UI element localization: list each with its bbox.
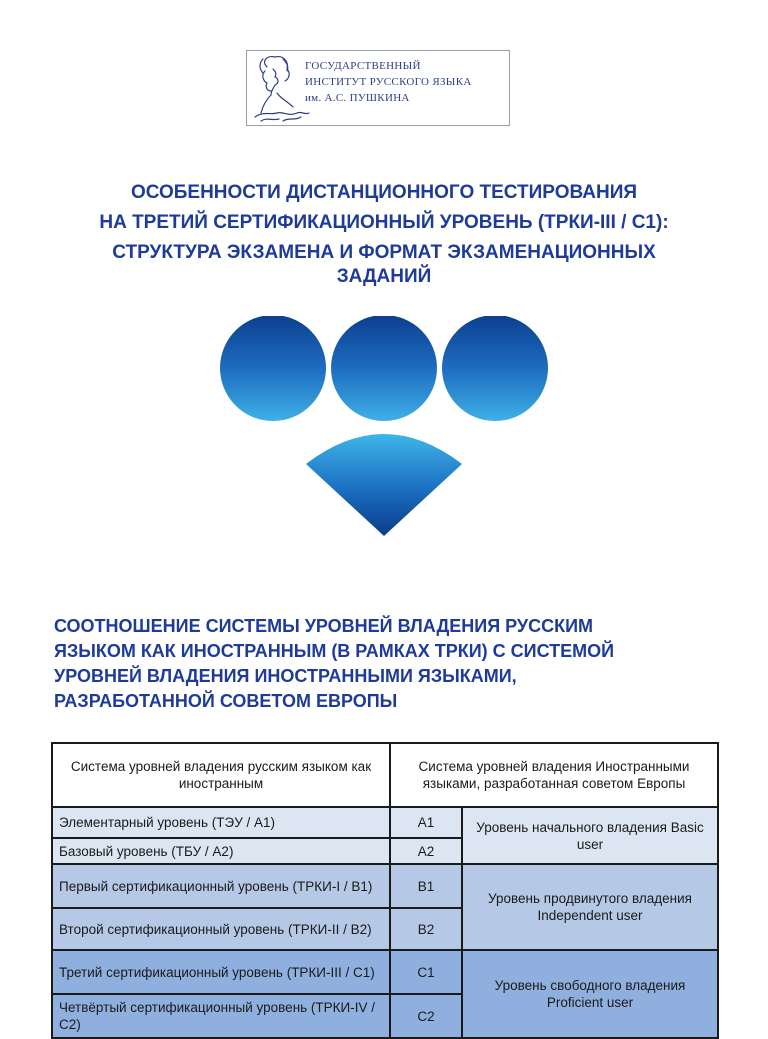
level-name: Третий сертификационный уровень (ТРКИ-III / С1) xyxy=(52,950,390,994)
pushkin-portrait-icon xyxy=(247,51,311,127)
subtitle-line: УРОВНЕЙ ВЛАДЕНИЯ ИНОСТРАННЫМИ ЯЗЫКАМИ, xyxy=(54,666,517,686)
level-code: B1 xyxy=(390,864,462,908)
level-code: A1 xyxy=(390,807,462,838)
logo-line: ГОСУДАРСТВЕННЫЙ xyxy=(305,60,421,72)
header-russian-system: Система уровней владения русским языком как иностранным xyxy=(52,743,390,807)
emblem-wedge xyxy=(306,434,462,536)
level-name: Элементарный уровень (ТЭУ / А1) xyxy=(52,807,390,838)
logo-line: ИНСТИТУТ РУССКОГО ЯЗЫКА xyxy=(305,76,472,88)
institute-logo xyxy=(246,50,510,126)
page-title xyxy=(30,178,738,292)
level-name: Четвёртый сертификационный уровень (ТРКИ-IV / С2) xyxy=(52,994,390,1038)
table-header-row xyxy=(52,743,718,807)
table-row xyxy=(52,950,718,994)
level-code: C1 xyxy=(390,950,462,994)
logo-line: им. А.С. ПУШКИНА xyxy=(305,92,410,104)
table-row xyxy=(52,864,718,908)
title-line: ЗАДАНИЙ xyxy=(336,266,432,287)
emblem-circle xyxy=(220,316,326,421)
subtitle-line: РАЗРАБОТАННОЙ СОВЕТОМ ЕВРОПЫ xyxy=(54,691,398,711)
title-line: СТРУКТУРА ЭКЗАМЕНА И ФОРМАТ ЭКЗАМЕНАЦИОННЫХ xyxy=(112,242,656,263)
level-group: Уровень свободного владения Proficient user xyxy=(462,950,718,1038)
level-code: C2 xyxy=(390,994,462,1038)
emblem-circle xyxy=(331,316,437,421)
level-code: B2 xyxy=(390,908,462,950)
level-group: Уровень начального владения Basic user xyxy=(462,807,718,864)
table-row xyxy=(52,807,718,838)
logo-text xyxy=(305,58,472,106)
title-line: ОСОБЕННОСТИ ДИСТАНЦИОННОГО ТЕСТИРОВАНИЯ xyxy=(130,182,638,203)
level-name: Первый сертификационный уровень (ТРКИ-I / В1) xyxy=(52,864,390,908)
title-line: НА ТРЕТИЙ СЕРТИФИКАЦИОННЫЙ УРОВЕНЬ (ТРКИ-III / С1): xyxy=(99,212,669,233)
level-group: Уровень продвинутого владения Independent user xyxy=(462,864,718,950)
subtitle-line: СООТНОШЕНИЕ СИСТЕМЫ УРОВНЕЙ ВЛАДЕНИЯ РУССКИМ xyxy=(54,616,594,636)
header-european-system: Система уровней владения Иностранными языками, разработанная советом Европы xyxy=(390,743,718,807)
level-code: A2 xyxy=(390,838,462,864)
emblem-circle xyxy=(442,316,548,421)
level-name: Базовый уровень (ТБУ / А2) xyxy=(52,838,390,864)
trki-emblem-icon xyxy=(218,316,550,538)
section-title xyxy=(54,614,734,714)
subtitle-line: ЯЗЫКОМ КАК ИНОСТРАННЫМ (В РАМКАХ ТРКИ) С СИСТЕМОЙ xyxy=(54,641,615,661)
level-name: Второй сертификационный уровень (ТРКИ-II / В2) xyxy=(52,908,390,950)
levels-table xyxy=(51,742,719,1039)
